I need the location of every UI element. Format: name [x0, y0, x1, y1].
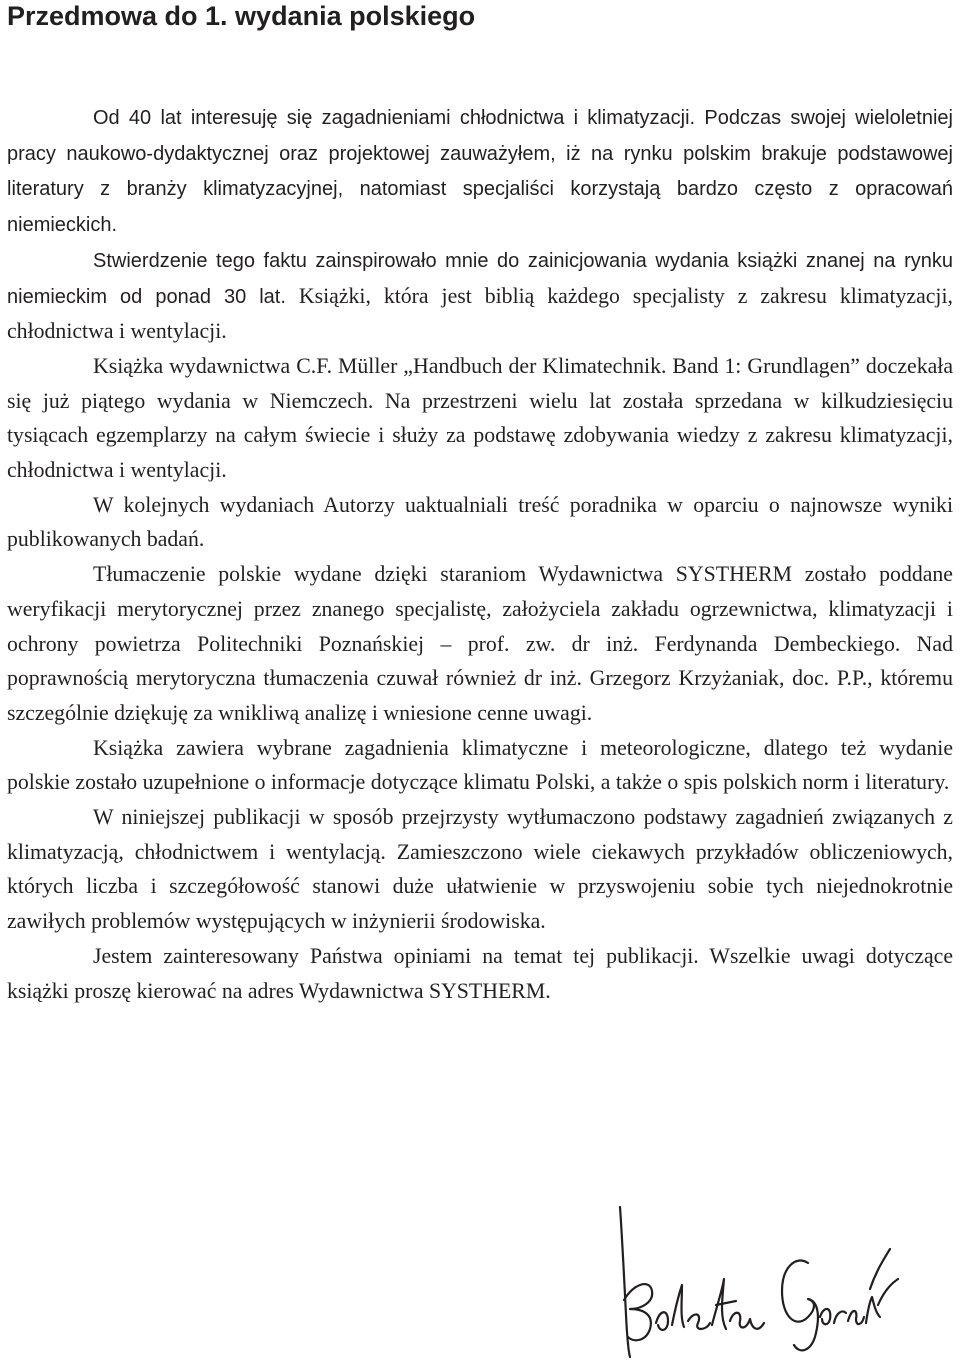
paragraph-8-text: Jestem zainteresowany Państwa opiniami na temat tej publikacji. Wszelkie uwagi dotyczące książki proszę kierować na adres Wydawnictwa SYSTHERM. — [7, 943, 953, 1003]
paragraph-5 — [7, 557, 953, 731]
paragraph-6-text: Książka zawiera wybrane zagadnienia klimatyczne i meteorologiczne, dlatego też wydanie polskie zostało uzupełnione o informacje dotyczące klimatu Polski, a także o spis polskich norm i literatury. — [7, 735, 953, 795]
paragraph-6 — [7, 731, 953, 800]
paragraph-4 — [7, 488, 953, 557]
preface-body — [7, 100, 953, 1008]
handwritten-signature-icon — [612, 1205, 902, 1360]
paragraph-3 — [7, 349, 953, 488]
paragraph-4-text: W kolejnych wydaniach Autorzy uaktualniali treść poradnika w oparciu o najnowsze wyniki publikowanych badań. — [7, 492, 953, 552]
paragraph-8 — [7, 939, 953, 1008]
paragraph-5-text: Tłumaczenie polskie wydane dzięki staraniom Wydawnictwa SYSTHERM zostało poddane weryfikacji merytorycznej przez znanego specjalistę, założyciela zakładu ogrzewnictwa, klimatyzacji i ochrony powietrza Politechniki Poznańskiej – prof. zw. dr inż. Ferdynanda Dembeckiego. Nad poprawnością merytoryczna tłumaczenia czuwał również dr inż. Grzegorz Krzyżaniak, doc. P.P., któremu szczególnie dziękuję za wnikliwą analizę i wniesione cenne uwagi. — [7, 562, 953, 725]
paragraph-1 — [7, 100, 953, 243]
paragraph-2-rest: Książki, która jest biblią każdego specjalisty z zakresu klimatyzacji, chłodnictwa i wentylacji. — [7, 283, 953, 344]
paragraph-7-text: W niniejszej publikacji w sposób przejrzysty wytłumaczono podstawy zagadnień związanych z klimatyzacją, chłodnictwem i wentylacją. Zamieszczono wiele ciekawych przykładów obliczeniowych, których liczba i szczegółowość stanowi duże ułatwienie w przyswojeniu sobie tych niejednokrotnie zawiłych problemów występujących w inżynierii środowiska. — [7, 805, 953, 934]
page-title: Przedmowa do 1. wydania polskiego — [7, 1, 476, 31]
paragraph-1-text: Od 40 lat interesuję się zagadnieniami chłodnictwa i klimatyzacji. Podczas swojej wieloletniej pracy naukowo-dydaktycznej oraz projektowej zauważyłem, iż na rynku polskim brakuje podstawowej literatury z branży klimatyzacyjnej, natomiast specjaliści korzystają bardzo często z opracowań niemieckich. — [7, 107, 953, 237]
paragraph-2-lead: Stwierdzenie tego faktu zainspirowało mnie do zainicjowania wydania książki znanej na rynku niemieckim od ponad 30 lat. — [7, 249, 953, 308]
paragraph-7 — [7, 800, 953, 939]
paragraph-3-text: Książka wydawnictwa C.F. Müller „Handbuch der Klimatechnik. Band 1: Grundlagen” doczekała się już piątego wydania w Niemczech. Na przestrzeni wielu lat została sprzedana w kilkudziesięciu tysiącach egzemplarzy na całym świecie i służy za podstawę zdobywania wiedzy z zakresu klimatyzacji, chłodnictwa i wentylacji. — [7, 353, 953, 483]
paragraph-2 — [7, 243, 953, 349]
